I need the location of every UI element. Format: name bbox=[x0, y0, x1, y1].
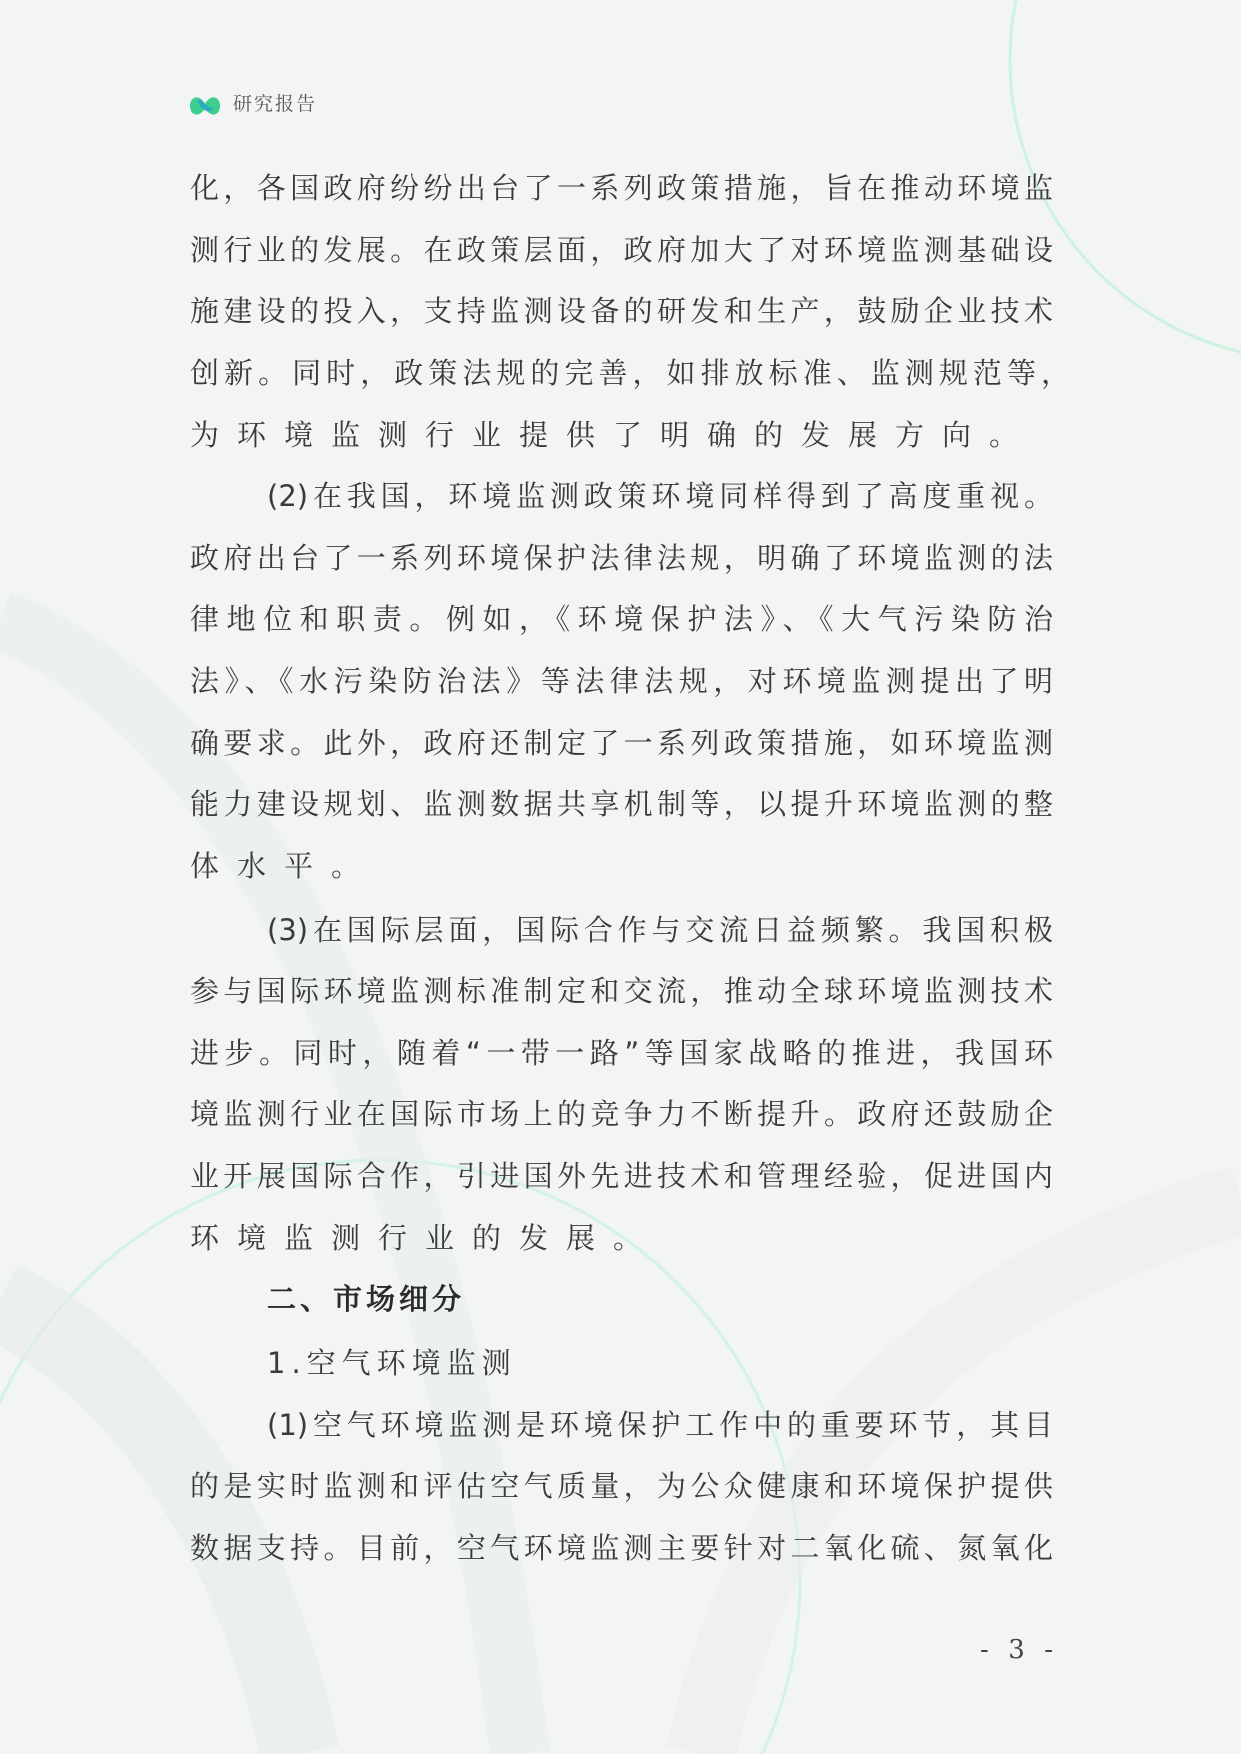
text-line: 的是实时监测和评估空气质量，为公众健康和环境保护提供 bbox=[190, 1469, 1053, 1503]
header-title: 研究报告 bbox=[233, 93, 318, 115]
text-line: 业开展国际合作，引进国外先进技术和管理经验，促进国内 bbox=[190, 1159, 1053, 1193]
text-line: 施建设的投入，支持监测设备的研发和生产，鼓励企业技术 bbox=[190, 294, 1053, 328]
text-line: 法》、《水污染防治法》等法律法规，对环境监测提出了明 bbox=[190, 664, 1053, 698]
text-line: 化，各国政府纷纷出台了一系列政策措施，旨在推动环境监 bbox=[190, 171, 1053, 205]
text-line: 参与国际环境监测标准制定和交流，推动全球环境监测技术 bbox=[190, 974, 1053, 1008]
text-line: (1)空气环境监测是环境保护工作中的重要环节，其目 bbox=[267, 1408, 1053, 1442]
text-line: 创新。同时，政策法规的完善，如排放标准、监测规范等， bbox=[190, 356, 1070, 390]
text-line: 数据支持。目前，空气环境监测主要针对二氧化硫、氮氧化 bbox=[190, 1531, 1053, 1565]
text-line: 环境监测行业的发展。 bbox=[190, 1221, 661, 1255]
text-line: 确要求。此外，政府还制定了一系列政策措施，如环境监测 bbox=[190, 726, 1053, 760]
text-line: 进步。同时，随着“一带一路”等国家战略的推进，我国环 bbox=[190, 1036, 1053, 1070]
text-line: (3)在国际层面，国际合作与交流日益频繁。我国积极 bbox=[267, 913, 1053, 947]
section-heading: 二、市场细分 bbox=[267, 1282, 466, 1316]
logo-icon bbox=[188, 90, 222, 120]
text-line: 能力建设规划、监测数据共享机制等，以提升环境监测的整 bbox=[190, 787, 1053, 821]
text-line: (2)在我国，环境监测政策环境同样得到了高度重视。 bbox=[267, 479, 1053, 513]
text-line: 政府出台了一系列环境保护法律法规，明确了环境监测的法 bbox=[190, 541, 1053, 575]
text-line: 测行业的发展。在政策层面，政府加大了对环境监测基础设 bbox=[190, 233, 1053, 267]
text-line: 律地位和职责。例如，《环境保护法》、《大气污染防治 bbox=[190, 602, 1053, 636]
text-line: 境监测行业在国际市场上的竞争力不断提升。政府还鼓励企 bbox=[190, 1097, 1053, 1131]
text-line: 体水平。 bbox=[190, 849, 379, 883]
text-line: 为环境监测行业提供了明确的发展方向。 bbox=[190, 418, 1037, 452]
page-number: - 3 - bbox=[980, 1635, 1053, 1665]
subsection-heading: 1.空气环境监测 bbox=[267, 1346, 517, 1380]
